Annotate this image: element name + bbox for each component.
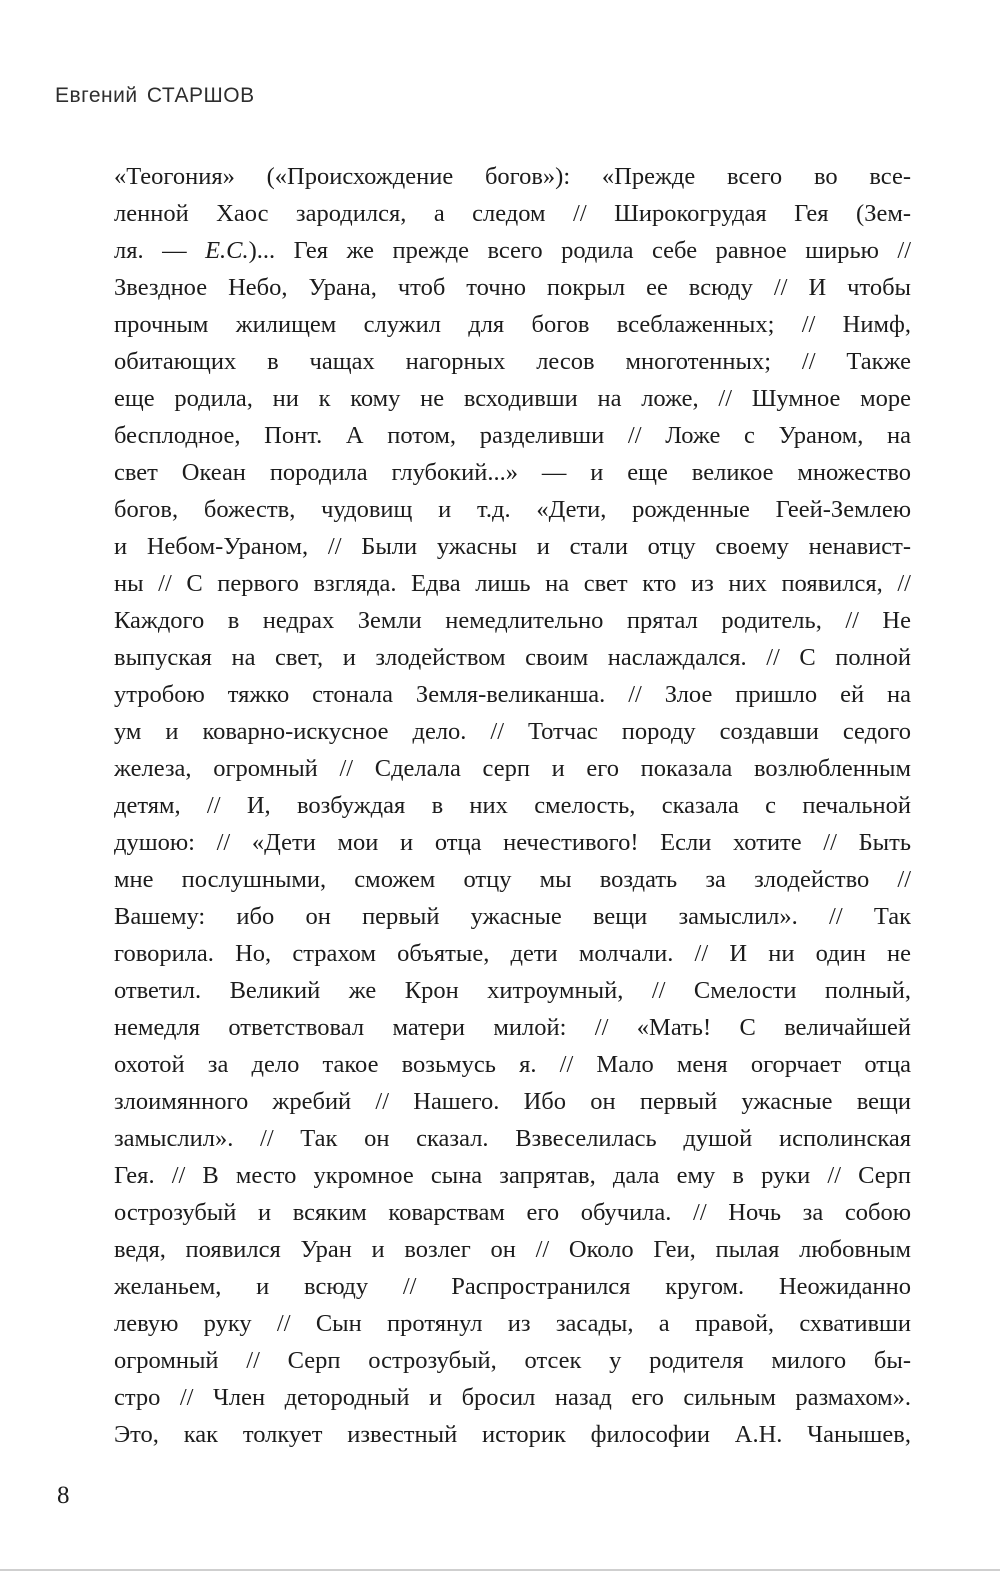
- body-line: и Небом-Ураном, // Были ужасны и стали отцу своему ненавист-: [114, 533, 911, 560]
- body-line: острозубый и всяким коварствам его обучила. // Ночь за собою: [114, 1199, 911, 1226]
- body-line: Гея. // В место укромное сына запрятав, дала ему в руки // Серп: [114, 1162, 911, 1189]
- body-line: левую руку // Сын протянул из засады, а правой, схвативши: [114, 1310, 911, 1337]
- body-line: Это, как толкует известный историк философии А.Н. Чанышев,: [114, 1421, 911, 1448]
- body-line: говорила. Но, страхом объятые, дети молчали. // И ни один не: [114, 940, 911, 967]
- body-line: утробою тяжко стонала Земля-великанша. // Злое пришло ей на: [114, 681, 911, 708]
- body-line: еще родила, ни к кому не всходивши на ложе, // Шумное море: [114, 385, 911, 412]
- body-line: Каждого в недрах Земли немедлительно прятал родитель, // Не: [114, 607, 911, 634]
- body-line: ленной Хаос зародился, а следом // Широкогрудая Гея (Зем-: [114, 200, 911, 227]
- body-line: ны // С первого взгляда. Едва лишь на свет кто из них появился, //: [114, 570, 911, 597]
- body-line: душою: // «Дети мои и отца нечестивого! Если хотите // Быть: [114, 829, 911, 856]
- body-line: богов, божеств, чудовищ и т.д. «Дети, рожденные Геей-Землею: [114, 496, 911, 523]
- body-line: Вашему: ибо он первый ужасные вещи замыслил». // Так: [114, 903, 911, 930]
- body-line: желаньем, и всюду // Распространился кругом. Неожиданно: [114, 1273, 911, 1300]
- body-line: злоимянного жребий // Нашего. Ибо он первый ужасные вещи: [114, 1088, 911, 1115]
- page-number: 8: [57, 1482, 70, 1509]
- body-line: бесплодное, Понт. А потом, разделивши // Ложе с Ураном, на: [114, 422, 911, 449]
- body-line: свет Океан породила глубокий...» — и еще великое множество: [114, 459, 911, 486]
- body-line: железа, огромный // Сделала серп и его показала возлюбленным: [114, 755, 911, 782]
- body-line: охотой за дело такое возьмусь я. // Мало меня огорчает отца: [114, 1051, 911, 1078]
- body-line: немедля ответствовал матери милой: // «Мать! С величайшей: [114, 1014, 911, 1041]
- body-text: [114, 158, 911, 1453]
- running-header: Евгений СТАРШОВ: [55, 84, 255, 107]
- scan-edge-divider: [0, 1569, 1000, 1571]
- body-line: выпуская на свет, и злодейством своим наслаждался. // С полной: [114, 644, 911, 671]
- body-line: «Теогония» («Происхождение богов»): «Прежде всего во все-: [114, 163, 911, 190]
- body-line: ответил. Великий же Крон хитроумный, // Смелости полный,: [114, 977, 911, 1004]
- body-line: мне послушными, сможем отцу мы воздать за злодейство //: [114, 866, 911, 893]
- body-line: огромный // Серп острозубый, отсек у родителя милого бы-: [114, 1347, 911, 1374]
- body-line: ля. — Е.С.)... Гея же прежде всего родила себе равное ширью //: [114, 237, 911, 264]
- body-line: Звездное Небо, Урана, чтоб точно покрыл ее всюду // И чтобы: [114, 274, 911, 301]
- body-line: стро // Член детородный и бросил назад его сильным размахом».: [114, 1384, 911, 1411]
- body-line: детям, // И, возбуждая в них смелость, сказала с печальной: [114, 792, 911, 819]
- body-line: обитающих в чащах нагорных лесов многотенных; // Также: [114, 348, 911, 375]
- body-line: замыслил». // Так он сказал. Взвеселилась душой исполинская: [114, 1125, 911, 1152]
- body-line: ведя, появился Уран и возлег он // Около Геи, пылая любовным: [114, 1236, 911, 1263]
- body-line: ум и коварно-искусное дело. // Тотчас породу создавши седого: [114, 718, 911, 745]
- body-line: прочным жилищем служил для богов всеблаженных; // Нимф,: [114, 311, 911, 338]
